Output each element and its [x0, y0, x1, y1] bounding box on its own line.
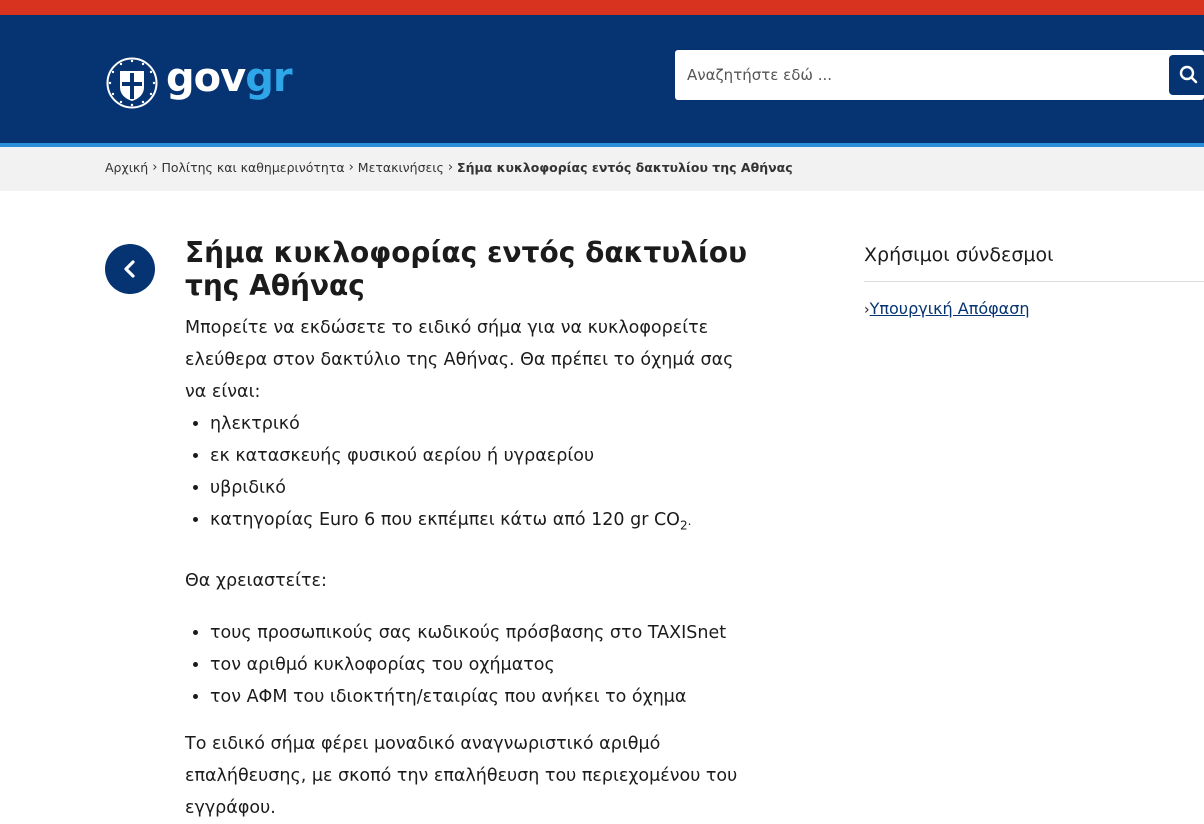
list-item: • υβριδικό [210, 472, 745, 504]
euro-item-suffix: . [687, 514, 692, 528]
ministerial-decision-link[interactable]: Υπουργική Απόφαση [869, 299, 1030, 318]
greek-coat-of-arms-icon[interactable] [106, 57, 158, 109]
co2-subscript: 2 [679, 518, 688, 533]
requirements-list [185, 617, 745, 713]
logo-gov-text: gov [166, 55, 246, 101]
chevron-right-icon: › [447, 160, 454, 175]
list-item: • εκ κατασκευής φυσικού αερίου ή υγραερίου [210, 440, 745, 472]
euro-item-text: κατηγορίας Euro 6 που εκπέμπει κάτω από 120 gr CO [210, 510, 680, 530]
vehicle-types-list [185, 408, 745, 542]
chevron-right-icon: › [348, 160, 354, 175]
chevron-right-icon: › [864, 302, 870, 318]
list-item: • τους προσωπικούς σας κωδικούς πρόσβασης στο TAXISnet [210, 617, 745, 649]
sidebar-link-item [864, 297, 1030, 322]
needs-heading: Θα χρειαστείτε: [185, 570, 327, 591]
back-button[interactable] [105, 244, 155, 294]
search-box [675, 50, 1204, 100]
list-item: • ηλεκτρικό [210, 408, 745, 440]
intro-paragraph: Μπορείτε να εκδώσετε το ειδικό σήμα για να κυκλοφορείτε ελεύθερα στον δακτύλιο της Αθήνας. Θα πρέπει το όχημά σας να είναι: [185, 318, 734, 402]
logo-gr-text: gr [245, 55, 292, 101]
list-item [210, 504, 745, 542]
breadcrumb-link-transport[interactable]: Μετακινήσεις [357, 160, 444, 175]
useful-links-title: Χρήσιμοι σύνδεσμοι [864, 244, 1054, 266]
breadcrumb [105, 160, 793, 175]
breadcrumb-link-citizen[interactable]: Πολίτης και καθημερινότητα [161, 160, 345, 175]
main-content [185, 312, 745, 824]
list-item: • τον αριθμό κυκλοφορίας του οχήματος [210, 649, 745, 681]
chevron-left-icon [105, 244, 155, 294]
breadcrumb-link-home[interactable]: Αρχική [105, 160, 149, 175]
govgr-logo[interactable] [166, 52, 292, 104]
page-title: Σήμα κυκλοφορίας εντός δακτυλίου της Αθήνας [185, 236, 747, 302]
sidebar-divider [864, 281, 1204, 282]
list-item: • τον ΑΦΜ του ιδιοκτήτη/εταιρίας που ανήκει το όχημα [210, 681, 745, 713]
search-input[interactable] [675, 50, 1155, 100]
search-button[interactable] [1169, 55, 1204, 95]
search-icon [1169, 55, 1204, 95]
breadcrumb-current: Σήμα κυκλοφορίας εντός δακτυλίου της Αθήνας [457, 160, 793, 175]
chevron-right-icon: › [152, 160, 158, 175]
verification-paragraph: Το ειδικό σήμα φέρει μοναδικό αναγνωριστικό αριθμό επαλήθευσης, με σκοπό την επαλήθευση του περιεχομένου του εγγράφου. [185, 733, 738, 818]
top-accent-stripe [0, 0, 1204, 15]
